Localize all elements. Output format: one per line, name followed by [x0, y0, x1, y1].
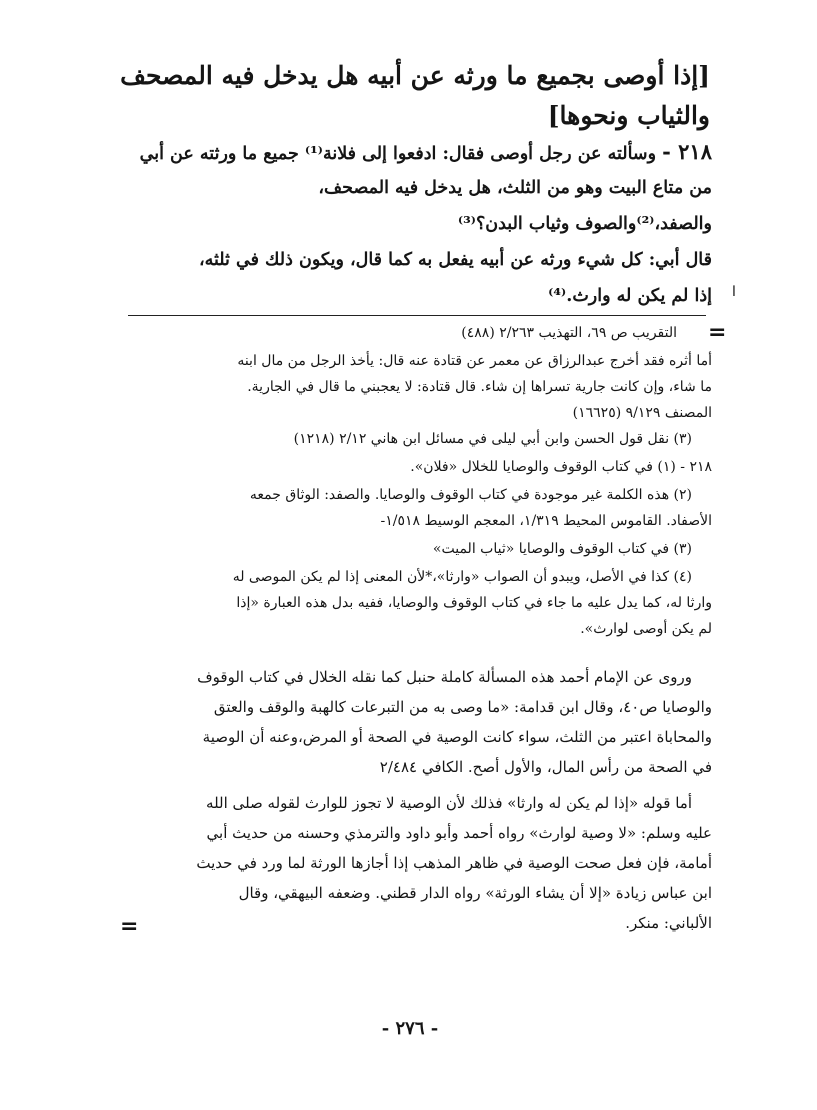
commentary-2-line-5: الألباني: منكر.: [625, 914, 712, 932]
question-number: ٢١٨ -: [662, 139, 712, 164]
footnote-4-line-2: وارثا له، كما يدل عليه ما جاء في كتاب الوقوف والوصايا، ففيه بدل هذه العبارة «إذا: [236, 595, 712, 611]
footnote-4-line-3: لم يكن أوصى لوارث».: [580, 621, 712, 637]
commentary-1-line-2: والوصايا ص٤٠، وقال ابن قدامة: «ما وصى به من التبرعات كالهبة والوقف والعتق: [213, 698, 712, 716]
section-title: [110, 56, 710, 136]
commentary-1-line-4: في الصحة من رأس المال، والأول أصح. الكافي ٢/٤٨٤: [379, 758, 712, 776]
margin-mark: ا: [732, 284, 736, 300]
footnote-4-line-1: (٤) كذا في الأصل، ويبدو أن الصواب «وارثا»،*لأن المعنى إذا لم يكن الموصى له: [232, 569, 692, 585]
question-line-2: من متاع البيت وهو من الثلث، هل يدخل فيه المصحف،: [318, 178, 712, 198]
footnote-3: (٣) في كتاب الوقوف والوصايا «ثياب الميت»: [432, 541, 692, 557]
page-number: - ٢٧٦ -: [381, 1018, 439, 1039]
footnote-1-text: في كتاب الوقوف والوصايا للخلال «فلان».: [410, 459, 653, 475]
question-line-3: والصفد،⁽²⁾والصوف وثياب البدن؟⁽³⁾: [457, 214, 712, 234]
commentary-2-line-2: عليه وسلم: «لا وصية لوارث» رواه أحمد وأبو داود والترمذي وحسنه من حديث أبي: [206, 824, 712, 842]
footnote-prev-line-4: (٣) نقل قول الحسن وابن أبي ليلى في مسائل ابن هاني ٢/١٢ (١٢١٨): [293, 431, 692, 447]
continuation-marker-bottom: =: [120, 914, 139, 939]
footnote-prev-line-2: ما شاء، وإن كانت جارية تسراها إن شاء. قال قتادة: لا يعجبني ما قال في الجارية.: [247, 379, 712, 395]
footnote-1-number: ٢١٨ - (١): [657, 459, 712, 475]
answer-line-1: قال أبي: كل شيء ورثه عن أبيه يفعل به كما قال، ويكون ذلك في ثلثه،: [198, 250, 712, 270]
commentary-2-line-4: ابن عباس زيادة «إلا أن يشاء الورثة» رواه الدار قطني. وضعفه البيهقي، وقال: [238, 884, 712, 902]
footnote-prev-line-1: أما أثره فقد أخرج عبدالرزاق عن معمر عن قتادة عنه قال: يأخذ الرجل من مال ابنه: [237, 353, 712, 369]
footnote-2-line-2: الأصفاد. القاموس المحيط ١/٣١٩، المعجم الوسيط ١/٥١٨-: [380, 513, 712, 529]
footnote-separator: [128, 315, 706, 316]
footnote-prev-reference: التقريب ص ٦٩، التهذيب ٢/٢٦٣ (٤٨٨): [461, 325, 677, 341]
commentary-2-line-3: أمامة، فإن فعل صحت الوصية في ظاهر المذهب إذا أجازها الورثة لما ورد في حديث: [196, 854, 712, 872]
section-title-line-1: [إذا أوصى بجميع ما ورثه عن أبيه هل يدخل فيه المصحف: [120, 61, 710, 90]
commentary-1-line-3: والمحاباة اعتبر من الثلث، سواء كانت الوصية في الصحة أو المرض،وعنه أن الوصية: [202, 728, 712, 746]
commentary-2-line-1: أما قوله «إذا لم يكن له وارثا» فذلك لأن الوصية لا تجوز للوارث لقوله صلى الله: [206, 794, 692, 812]
section-title-line-2: والثياب ونحوها]: [547, 101, 710, 130]
question-line-1: [112, 134, 712, 172]
footnote-prev-line-3: المصنف ٩/١٢٩ (١٦٦٢٥): [572, 405, 712, 421]
continuation-marker-top: =: [708, 320, 727, 345]
commentary-1-line-1: وروى عن الإمام أحمد هذه المسألة كاملة حنبل كما نقله الخلال في كتاب الوقوف: [197, 668, 692, 686]
footnote-2-line-1: (٢) هذه الكلمة غير موجودة في كتاب الوقوف والوصايا. والصفد: الوثاق جمعه: [249, 487, 692, 503]
answer-line-2: إذا لم يكن له وارث.⁽⁴⁾: [548, 286, 712, 306]
question-text-1: وسألته عن رجل أوصى فقال: ادفعوا إلى فلانة⁽¹⁾ جميع ما ورثته عن أبي: [139, 144, 657, 164]
footnote-1: [102, 456, 712, 478]
